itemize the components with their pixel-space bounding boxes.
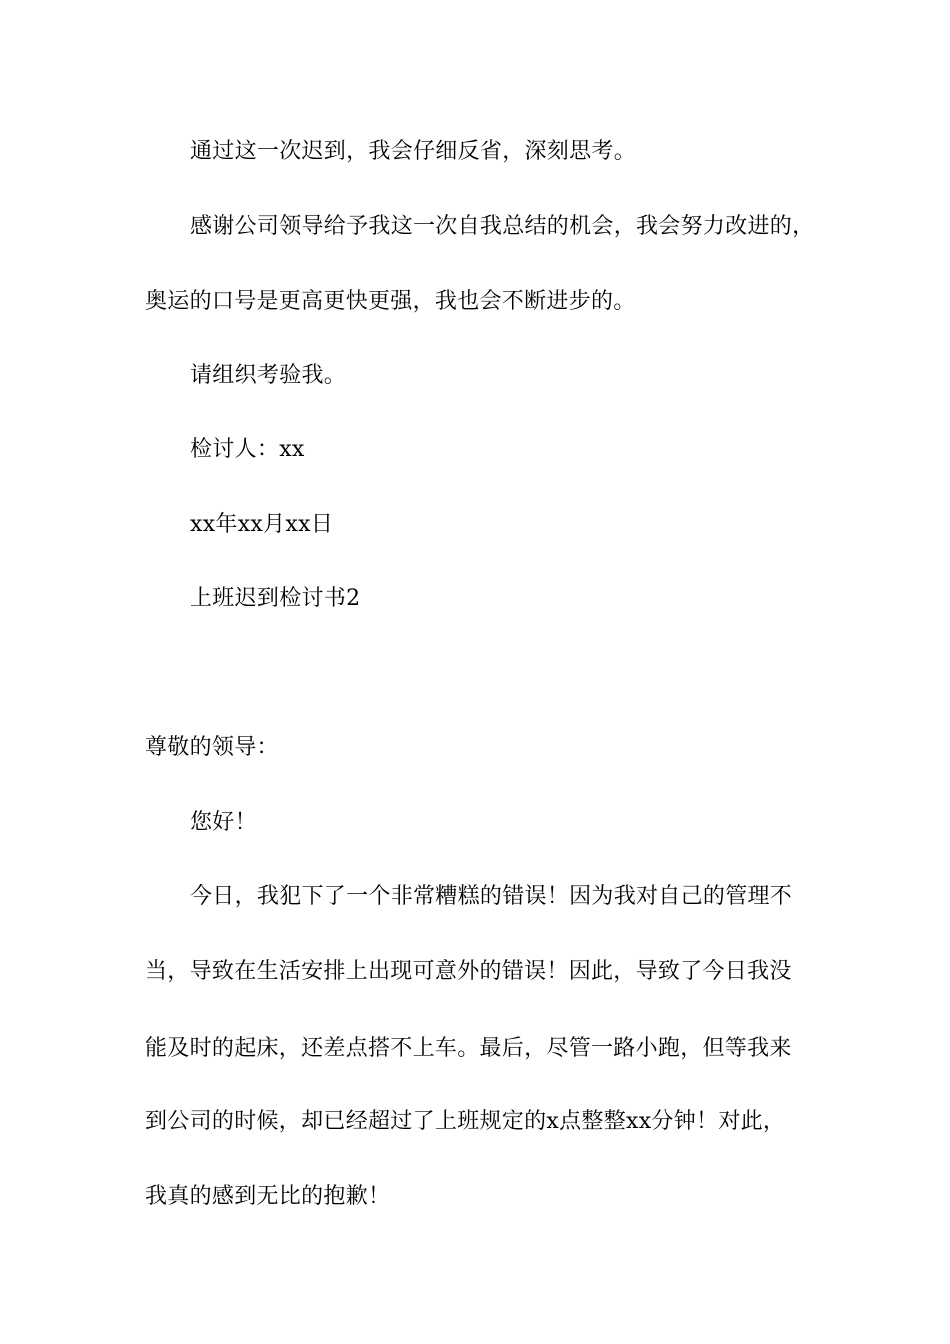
body-paragraph-line-5: 我真的感到无比的抱歉！ bbox=[145, 1184, 391, 1209]
date-line: xx年xx月xx日 bbox=[190, 512, 334, 537]
paragraph-thanks-line-1: 感谢公司领导给予我这一次自我总结的机会，我会努力改进的， bbox=[190, 214, 815, 239]
paragraph-thanks-line-2: 奥运的口号是更高更快更强，我也会不断进步的。 bbox=[145, 289, 636, 314]
body-paragraph-line-1: 今日，我犯下了一个非常糟糕的错误！因为我对自己的管理不 bbox=[190, 884, 793, 909]
paragraph-request: 请组织考验我。 bbox=[190, 363, 347, 388]
paragraph-reflection: 通过这一次迟到，我会仔细反省，深刻思考。 bbox=[190, 139, 637, 164]
signature-line: 检讨人：xx bbox=[190, 437, 305, 462]
greeting: 您好！ bbox=[190, 810, 257, 835]
salutation: 尊敬的领导： bbox=[145, 735, 279, 760]
section-title: 上班迟到检讨书2 bbox=[190, 586, 361, 611]
body-paragraph-line-2: 当，导致在生活安排上出现可意外的错误！因此，导致了今日我没 bbox=[145, 959, 792, 984]
body-paragraph-line-4: 到公司的时候，却已经超过了上班规定的x点整整xx分钟！对此， bbox=[145, 1109, 786, 1134]
body-paragraph-line-3: 能及时的起床，还差点搭不上车。最后，尽管一路小跑，但等我来 bbox=[145, 1036, 792, 1061]
